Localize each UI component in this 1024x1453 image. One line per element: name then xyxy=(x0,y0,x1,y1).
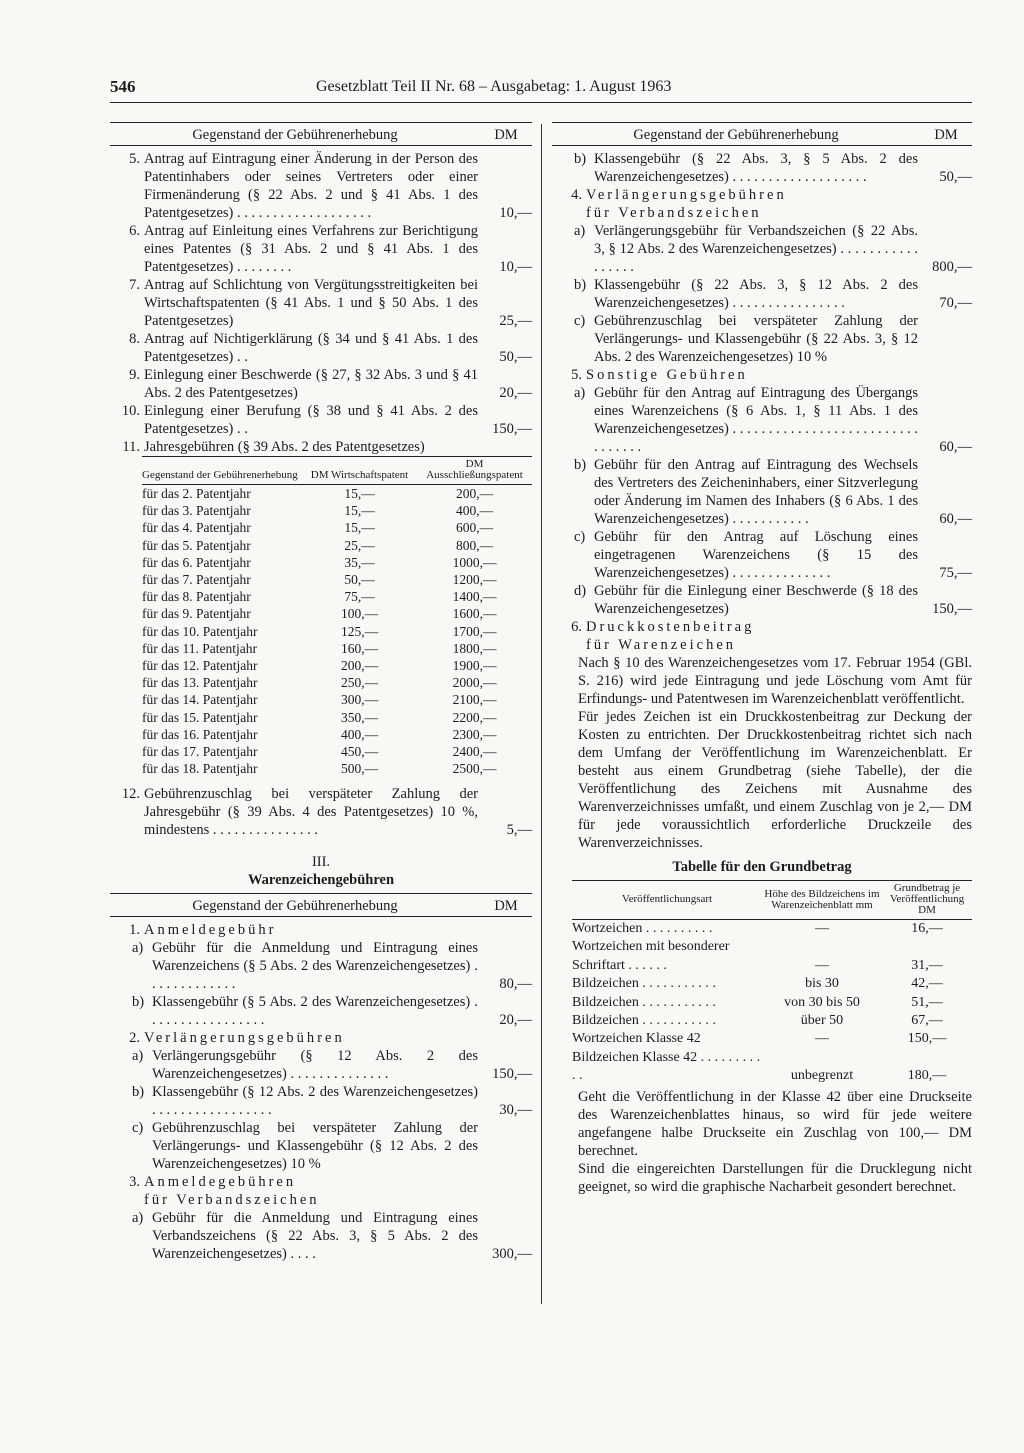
grund-hoehe: bis 30 xyxy=(805,976,839,992)
annual-year-label: für das 11. Patentjahr xyxy=(142,640,257,656)
annual-year-label: für das 2. Patentjahr xyxy=(142,486,251,501)
grund-col-hoehe: Höhe des Bildzeichens im Warenzeichenblatt mm xyxy=(762,881,882,920)
fee-entry xyxy=(110,402,532,438)
table-row xyxy=(142,485,532,503)
grund-dm: 31,— xyxy=(911,957,943,973)
annual-ap-fee: 1800,— xyxy=(452,640,497,656)
fee-entry-12 xyxy=(110,785,532,839)
annual-wp-fee: 250,— xyxy=(340,675,379,691)
grund-hoehe: unbegrenzt xyxy=(790,1068,854,1084)
grund-hoehe: — xyxy=(815,1031,829,1047)
item-heading: Verlängerungsgebühren xyxy=(586,187,787,203)
grund-hoehe: von 30 bis 50 xyxy=(784,994,860,1010)
section-number: III. xyxy=(311,854,331,871)
sub-item-1a xyxy=(110,939,532,993)
fee-table-header xyxy=(110,122,532,146)
annual-ap-fee: 2100,— xyxy=(452,692,497,708)
annual-ap-fee: 1400,— xyxy=(452,589,497,605)
entry-text: Einlegung einer Berufung (§ 38 und § 41 Abs. 2 des Patentgesetzes) . . xyxy=(144,403,478,437)
entry-amount: 10,— xyxy=(499,205,532,221)
annual-col-subject: Gegenstand der Gebührenerhebung xyxy=(142,457,302,485)
trademark-item-2 xyxy=(110,1029,532,1047)
entry-number: 9. xyxy=(129,367,140,383)
subject-header: Gegenstand der Gebührenerhebung xyxy=(192,898,398,915)
fee-entry xyxy=(110,438,532,456)
sub-text: Gebührenzuschlag bei verspäteter Zahlung der Verlängerungs- und Klassengebühr (§ 12 Abs. 2 des Warenzeichengesetzes) 10 % xyxy=(152,1120,478,1173)
currency-header: DM xyxy=(494,898,518,915)
table-row xyxy=(572,920,972,939)
grund-col-art: Veröffentlichungsart xyxy=(572,881,762,920)
annual-wp-fee: 400,— xyxy=(340,726,379,742)
entry-amount: 50,— xyxy=(499,349,532,365)
entry-amount: 20,— xyxy=(499,385,532,401)
annual-ap-fee: 800,— xyxy=(455,537,494,553)
entry-amount: 150,— xyxy=(492,421,532,437)
table-row xyxy=(572,938,972,975)
sub-letter: a) xyxy=(574,223,586,239)
grund-dm: 42,— xyxy=(911,976,943,992)
sub-letter: a) xyxy=(132,1048,144,1065)
sub-item-4b xyxy=(552,276,972,312)
entry-text: Antrag auf Nichtigerklärung (§ 34 und § 41 Abs. 1 des Patentgesetzes) . . xyxy=(144,331,478,365)
annual-wp-fee: 300,— xyxy=(340,692,379,708)
sub-item-3b xyxy=(552,150,972,186)
annual-year-label: für das 3. Patentjahr xyxy=(142,503,251,519)
sub-amount: 50,— xyxy=(939,169,972,185)
page-header-title: Gesetzblatt Teil II Nr. 68 – Ausgabetag: 1. August 1963 xyxy=(316,78,672,95)
annual-ap-fee: 2400,— xyxy=(452,744,497,760)
sub-letter: c) xyxy=(574,529,586,545)
table-row xyxy=(142,691,532,708)
fee-entry xyxy=(110,150,532,222)
grund-art: Bildzeichen . . . . . . . . . . . xyxy=(572,976,716,992)
sub-text: Gebühr für die Anmeldung und Eintragung eines Warenzeichens (§ 5 Abs. 2 des Warenzeichengesetzes) . . . . . . . . . . . . . xyxy=(152,940,478,993)
currency-header: DM xyxy=(494,127,518,143)
annual-ap-fee: 2500,— xyxy=(452,761,497,777)
sub-amount: 800,— xyxy=(932,259,972,275)
patent-fee-entries xyxy=(110,150,532,456)
sub-item-5b xyxy=(552,456,972,528)
item-heading: für Verbandszeichen xyxy=(586,205,762,221)
sub-item-2a xyxy=(110,1047,532,1083)
grund-art: Bildzeichen . . . . . . . . . . . xyxy=(572,994,716,1010)
table-row xyxy=(572,1049,972,1086)
sub-text: Gebühr für die Einlegung einer Beschwerde (§ 18 des Warenzeichengesetzes) xyxy=(594,583,918,617)
sub-amount: 75,— xyxy=(939,565,972,581)
fee-entry xyxy=(110,222,532,276)
sub-item-2c xyxy=(110,1119,532,1173)
table-row xyxy=(572,1012,972,1030)
grund-art: Bildzeichen . . . . . . . . . . . xyxy=(572,1013,716,1029)
grund-dm: 180,— xyxy=(907,1068,947,1084)
table-row xyxy=(142,519,532,536)
table-row xyxy=(142,743,532,760)
sub-letter: c) xyxy=(132,1120,144,1137)
table-row xyxy=(142,623,532,640)
fee-entry xyxy=(110,276,532,330)
annual-ap-fee: 1000,— xyxy=(452,554,497,570)
sub-item-1b xyxy=(110,993,532,1029)
table-row xyxy=(142,657,532,674)
annual-year-label: für das 16. Patentjahr xyxy=(142,726,258,742)
annual-wp-fee: 500,— xyxy=(340,761,379,777)
left-column xyxy=(110,122,532,1263)
grundbetrag-table xyxy=(572,880,972,1086)
sub-item-5d xyxy=(552,582,972,618)
table-row xyxy=(572,994,972,1012)
sub-text: Gebühr für den Antrag auf Eintragung des Wechsels des Vertreters des Zeicheninhabers, einer Sitzverlegung oder Änderung im Namen des Inhabers (§ 6 Abs. 1 des Warenzeichengesetzes) . . . . . . . . . . . xyxy=(594,457,918,527)
entry-text: Antrag auf Einleitung eines Verfahrens zur Berichtigung eines Patentes (§ 31 Abs. 2 und § 41 Abs. 1 des Patentgesetzes) . . . . . . . . xyxy=(144,223,478,275)
sub-text: Verlängerungsgebühr für Verbandszeichen (§ 22 Abs. 3, § 12 Abs. 2 des Warenzeichengesetzes) . . . . . . . . . . . . . . . . . xyxy=(594,223,918,275)
table-row xyxy=(572,1030,972,1048)
item-heading: Anmeldegebühr xyxy=(144,922,277,939)
annual-year-label: für das 10. Patentjahr xyxy=(142,623,258,639)
sub-text: Klassengebühr (§ 22 Abs. 3, § 5 Abs. 2 des Warenzeichengesetzes) . . . . . . . . . . . . . . . . . . . xyxy=(594,151,918,185)
annual-wp-fee: 200,— xyxy=(340,658,379,674)
grund-col-dm: Grundbetrag je Veröffentlichung DM xyxy=(882,881,972,920)
sub-item-5a xyxy=(552,384,972,456)
annual-ap-fee: 2300,— xyxy=(452,726,497,742)
item-number: 4. xyxy=(571,187,582,203)
annual-year-label: für das 8. Patentjahr xyxy=(142,589,251,605)
annual-year-label: für das 14. Patentjahr xyxy=(142,692,258,708)
paragraph: Sind die eingereichten Darstellungen für die Drucklegung nicht geeignet, so wird die graphische Nacharbeit gesondert berechnet. xyxy=(578,1160,972,1195)
table-row xyxy=(142,554,532,571)
entry-number: 7. xyxy=(129,277,140,293)
entry-number: 10. xyxy=(121,403,140,419)
sub-item-4c xyxy=(552,312,972,366)
entry-number: 8. xyxy=(129,331,140,347)
annual-year-label: für das 17. Patentjahr xyxy=(142,744,258,760)
table-row xyxy=(142,709,532,726)
annual-ap-fee: 1200,— xyxy=(452,572,497,588)
item-heading: für Warenzeichen xyxy=(586,637,737,653)
subject-header: Gegenstand der Gebührenerhebung xyxy=(192,127,398,143)
annual-year-label: für das 6. Patentjahr xyxy=(142,554,251,570)
annual-year-label: für das 7. Patentjahr xyxy=(142,572,251,588)
table-row xyxy=(142,605,532,622)
sub-letter: a) xyxy=(574,385,586,401)
annual-year-label: für das 5. Patentjahr xyxy=(142,537,251,553)
annual-year-label: für das 9. Patentjahr xyxy=(142,606,251,622)
sub-item-5c xyxy=(552,528,972,582)
annual-col-ap: DM Ausschließungspatent xyxy=(417,457,532,485)
annual-col-wp: DM Wirtschaftspatent xyxy=(302,457,417,485)
page-number: 546 xyxy=(110,77,136,96)
entry-text: Jahresgebühren (§ 39 Abs. 2 des Patentgesetzes) xyxy=(144,439,425,455)
sub-amount: 20,— xyxy=(499,1012,532,1029)
entry-number: 5. xyxy=(129,151,140,167)
column-divider xyxy=(541,124,542,1304)
grund-art: Wortzeichen . . . . . . . . . . xyxy=(572,921,713,936)
entry-number: 12. xyxy=(121,786,140,803)
sub-amount: 60,— xyxy=(939,511,972,527)
grund-dm: 16,— xyxy=(911,921,943,936)
grundbetrag-table-title: Tabelle für den Grundbetrag xyxy=(672,859,852,875)
table-row xyxy=(142,571,532,588)
table-row xyxy=(142,760,532,777)
item-number: 5. xyxy=(571,367,582,383)
sub-letter: b) xyxy=(574,151,587,167)
annual-wp-fee: 100,— xyxy=(340,606,379,622)
sub-letter: b) xyxy=(574,457,587,473)
annual-fee-table xyxy=(142,456,532,777)
annual-wp-fee: 15,— xyxy=(344,486,375,501)
table-row xyxy=(142,640,532,657)
sub-text: Klassengebühr (§ 22 Abs. 3, § 12 Abs. 2 des Warenzeichengesetzes) . . . . . . . . . . . . . . . . xyxy=(594,277,918,311)
annual-year-label: für das 12. Patentjahr xyxy=(142,658,258,674)
annual-ap-fee: 200,— xyxy=(455,486,494,501)
sub-amount: 300,— xyxy=(492,1246,532,1263)
grund-dm: 51,— xyxy=(911,994,943,1010)
sub-text: Gebührenzuschlag bei verspäteter Zahlung der Verlängerungs- und Klassengebühr (§ 22 Abs. 3, § 12 Abs. 2 des Warenzeichengesetzes) 10 % xyxy=(594,313,918,365)
annual-year-label: für das 13. Patentjahr xyxy=(142,675,258,691)
sub-text: Klassengebühr (§ 5 Abs. 2 des Warenzeichengesetzes) . . . . . . . . . . . . . . . . . xyxy=(152,994,478,1029)
annual-year-label: für das 18. Patentjahr xyxy=(142,761,258,777)
grund-art: Wortzeichen mit besonderer Schriftart . . . . . . xyxy=(572,939,730,973)
trademark-item-4-heading-2 xyxy=(552,204,972,222)
subject-header: Gegenstand der Gebührenerhebung xyxy=(633,127,839,143)
annual-wp-fee: 75,— xyxy=(344,589,375,605)
annual-wp-fee: 15,— xyxy=(344,503,375,519)
section-title: Warenzeichengebühren xyxy=(247,872,395,889)
trademark-item-3 xyxy=(110,1173,532,1191)
trademark-item-3-heading-2 xyxy=(110,1191,532,1209)
table-row xyxy=(142,674,532,691)
annual-ap-fee: 2000,— xyxy=(452,675,497,691)
trademark-item-1 xyxy=(110,921,532,939)
sub-text: Gebühr für die Anmeldung und Eintragung eines Verbandszeichens (§ 22 Abs. 3, § 5 Abs. 2 des Warenzeichengesetzes) . . . . xyxy=(152,1210,478,1263)
annual-wp-fee: 350,— xyxy=(340,709,379,725)
trademark-item-6-heading-2 xyxy=(552,636,972,654)
annual-wp-fee: 450,— xyxy=(340,744,379,760)
item-heading: Druckkostenbeitrag xyxy=(586,619,755,635)
trademark-item-5 xyxy=(552,366,972,384)
entry-amount: 10,— xyxy=(499,259,532,275)
sub-amount: 150,— xyxy=(492,1066,532,1083)
annual-ap-fee: 1600,— xyxy=(452,606,497,622)
fee-entry xyxy=(110,330,532,366)
table-row xyxy=(142,588,532,605)
item-number: 2. xyxy=(129,1030,140,1047)
item-number: 3. xyxy=(129,1174,140,1191)
currency-header: DM xyxy=(934,127,958,143)
item-heading: Sonstige Gebühren xyxy=(586,367,748,383)
table-row xyxy=(142,502,532,519)
sub-letter: a) xyxy=(132,940,144,957)
entry-amount: 5,— xyxy=(506,822,532,839)
sub-letter: b) xyxy=(132,1084,145,1101)
annual-ap-fee: 600,— xyxy=(455,520,494,536)
sub-amount: 70,— xyxy=(939,295,972,311)
sub-letter: b) xyxy=(574,277,587,293)
annual-wp-fee: 125,— xyxy=(340,623,379,639)
annual-wp-fee: 15,— xyxy=(344,520,375,536)
paragraph: Nach § 10 des Warenzeichengesetzes vom 17. Februar 1954 (GBl. S. 216) wird jede Eintragung und jede Löschung vom Amt für Erfindungs- und Patentwesen im Warenzeichenblatt veröffentlicht. xyxy=(578,655,972,707)
entry-amount: 25,— xyxy=(499,313,532,329)
table-row xyxy=(142,726,532,743)
trademark-table-header xyxy=(110,893,532,917)
sub-item-3a xyxy=(110,1209,532,1263)
annual-wp-fee: 160,— xyxy=(340,640,379,656)
item-number: 1. xyxy=(129,922,140,939)
sub-letter: d) xyxy=(574,583,587,599)
entry-text: Antrag auf Schlichtung von Vergütungsstreitigkeiten bei Wirtschaftspatenten (§ 41 Abs. 1 und § 50 Abs. 1 des Patentgesetzes) xyxy=(144,277,478,329)
annual-ap-fee: 2200,— xyxy=(452,709,497,725)
annual-year-label: für das 4. Patentjahr xyxy=(142,520,251,536)
page-header xyxy=(110,76,972,103)
grund-art: Wortzeichen Klasse 42 xyxy=(572,1031,701,1047)
fee-table-header xyxy=(552,122,972,146)
sub-text: Gebühr für den Antrag auf Eintragung des Übergangs eines Warenzeichens (§ 6 Abs. 1, § 11 Abs. 1 des Warenzeichengesetzes) . . . . . . . . . . . . . . . . . . . . . . . . . . . . . . . . . xyxy=(594,385,918,455)
sub-amount: 30,— xyxy=(499,1102,532,1119)
entry-text: Antrag auf Eintragung einer Änderung in der Person des Patentinhabers oder seines Vertreters oder einer Firmenänderung (§ 22 Abs. 2 und § 41 Abs. 1 des Patentgesetzes) . . . . . . . . . . . . . . . . . . . xyxy=(144,151,478,221)
sub-letter: a) xyxy=(132,1210,144,1227)
grund-hoehe: — xyxy=(815,921,829,936)
grund-hoehe: — xyxy=(815,957,829,973)
sub-text: Verlängerungsgebühr (§ 12 Abs. 2 des Warenzeichengesetzes) . . . . . . . . . . . . . . xyxy=(152,1048,478,1083)
right-column xyxy=(552,122,972,1196)
sub-item-2b xyxy=(110,1083,532,1119)
paragraph: Für jedes Zeichen ist ein Druckkostenbeitrag zur Deckung der Kosten zu entrichten. Der Druckkostenbeitrag richtet sich nach dem Umfang der Veröffentlichung im Warenzeichenblatt. Er besteht aus einem Grundbetrag (siehe Tabelle), der die Veröffentlichung des Zeichens mit Ausnahme des Warenverzeichnisses umfaßt, und einem Zuschlag von je 2,— DM für jede voraussichtlich erforderliche Druckzeile des Warenverzeichnisses. xyxy=(578,709,972,851)
annual-ap-fee: 1900,— xyxy=(452,658,497,674)
sub-text: Gebühr für den Antrag auf Löschung eines eingetragenen Warenzeichens (§ 15 des Warenzeichengesetzes) . . . . . . . . . . . . . . xyxy=(594,529,918,581)
annual-wp-fee: 35,— xyxy=(344,554,375,570)
paragraph: Geht die Veröffentlichung in der Klasse 42 über eine Druckseite des Warenzeichenblattes hinaus, so wird für jede weitere angefangene halbe Druckseite ein Zuschlag von 100,— DM berechnet. xyxy=(578,1088,972,1159)
item-heading: Anmeldegebühren xyxy=(144,1174,297,1191)
annual-year-label: für das 15. Patentjahr xyxy=(142,709,258,725)
annual-ap-fee: 400,— xyxy=(455,503,494,519)
fee-entry xyxy=(110,366,532,402)
entry-number: 6. xyxy=(129,223,140,239)
item-heading: für Verbandszeichen xyxy=(144,1192,320,1209)
table-row xyxy=(572,975,972,993)
annual-wp-fee: 50,— xyxy=(344,572,375,588)
grund-hoehe: über 50 xyxy=(800,1013,844,1029)
annual-wp-fee: 25,— xyxy=(344,537,375,553)
grund-dm: 150,— xyxy=(907,1031,947,1047)
trademark-item-6 xyxy=(552,618,972,636)
grund-dm: 67,— xyxy=(911,1013,943,1029)
item-number: 6. xyxy=(571,619,582,635)
trademark-item-4 xyxy=(552,186,972,204)
sub-item-4a xyxy=(552,222,972,276)
sub-amount: 60,— xyxy=(939,439,972,455)
entry-number: 11. xyxy=(122,439,140,455)
sub-letter: c) xyxy=(574,313,586,329)
annual-ap-fee: 1700,— xyxy=(452,623,497,639)
sub-amount: 150,— xyxy=(932,601,972,617)
table-row xyxy=(142,537,532,554)
item-heading: Verlängerungsgebühren xyxy=(144,1030,345,1047)
sub-amount: 80,— xyxy=(499,976,532,993)
entry-text: Gebührenzuschlag bei verspäteter Zahlung der Jahresgebühr (§ 39 Abs. 4 des Patentgesetzes) 10 %, mindestens . . . . . . . . . . . . . . . xyxy=(144,786,478,839)
sub-letter: b) xyxy=(132,994,145,1011)
grund-art: Bildzeichen Klasse 42 . . . . . . . . . . . xyxy=(572,1049,761,1084)
entry-text: Einlegung einer Beschwerde (§ 27, § 32 Abs. 3 und § 41 Abs. 2 des Patentgesetzes) xyxy=(144,367,478,401)
sub-text: Klassengebühr (§ 12 Abs. 2 des Warenzeichengesetzes) . . . . . . . . . . . . . . . . . xyxy=(152,1084,478,1119)
